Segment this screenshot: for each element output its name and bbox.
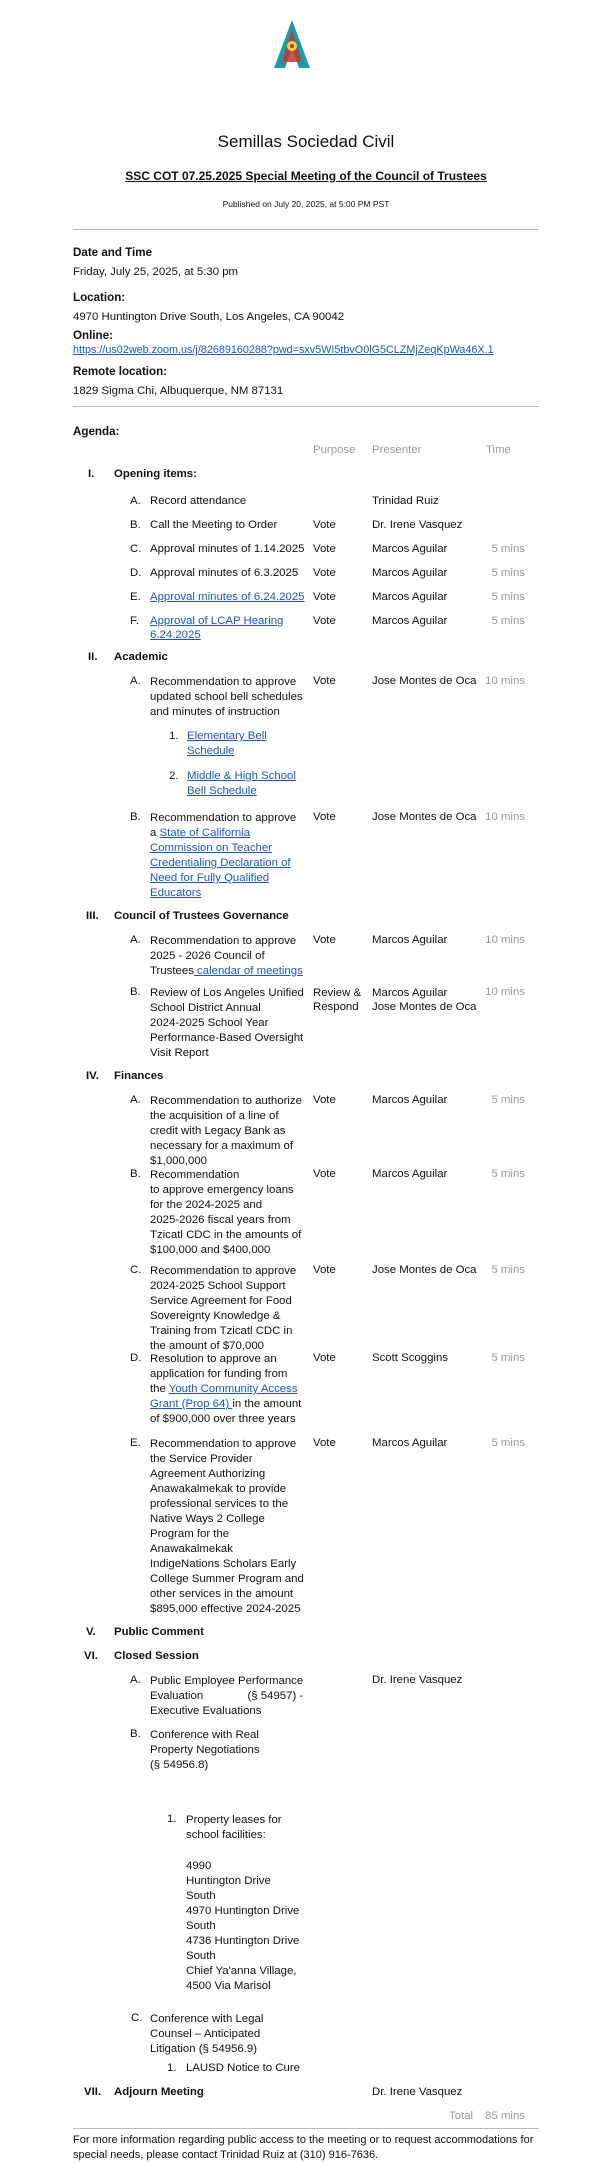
item-text: Recommendation to approve [150, 812, 297, 824]
item-text: LAUSD Notice to Cure [186, 2062, 300, 2074]
item-letter: A. [130, 675, 141, 687]
remote-value: 1829 Sigma Chi, Albuquerque, NM 87131 [73, 385, 284, 397]
property-address: Huntington Drive [186, 1875, 271, 1887]
divider [73, 229, 539, 230]
item-text: credit with Legacy Bank as [150, 1125, 286, 1137]
column-header-time: Time [486, 444, 511, 456]
item-time: 5 mins [491, 591, 525, 603]
item-presenter: Jose Montes de Oca [372, 1264, 477, 1276]
item-text: Anawakalmekak to provide [150, 1483, 287, 1495]
item-text: Recommendation to approve [150, 935, 297, 947]
sub-item-number: 1. [167, 1813, 177, 1825]
item-text [150, 1382, 298, 1397]
location-label: Location: [73, 291, 126, 304]
item-text [150, 1397, 301, 1412]
declaration-of-need-link[interactable]: Educators [150, 887, 202, 899]
item-text: Approval minutes of 1.14.2025 [150, 543, 305, 555]
item-text: other services in the amount [150, 1588, 294, 1600]
item-letter: F. [130, 615, 139, 627]
item-purpose: Respond [313, 1001, 359, 1013]
item-presenter: Scott Scoggins [372, 1352, 448, 1364]
item-time: 5 mins [491, 543, 525, 555]
section-number: III. [86, 910, 99, 922]
item-purpose: Vote [313, 543, 336, 555]
item-text: a [150, 827, 160, 839]
item-purpose: Vote [313, 811, 336, 823]
item-letter: A. [130, 495, 141, 507]
item-text: Anawakalmekak [150, 1543, 233, 1555]
item-text: Executive Evaluations [150, 1705, 262, 1717]
item-text [150, 826, 250, 841]
declaration-of-need-link[interactable]: State of California [159, 827, 251, 839]
item-text: Training from Tzicatl CDC in [150, 1325, 293, 1337]
section-title: Academic [114, 651, 168, 663]
item-text: Counsel – Anticipated [150, 2028, 261, 2040]
elementary-bell-schedule-link[interactable]: Schedule [187, 745, 235, 757]
item-text: the Service Provider [150, 1453, 253, 1465]
item-time: 5 mins [491, 615, 525, 627]
item-time: 10 mins [485, 986, 525, 998]
sub-item-number: 1. [169, 730, 179, 742]
item-purpose: Vote [313, 934, 336, 946]
item-text: in the amount [232, 1398, 302, 1410]
item-text: $100,000 and $400,000 [150, 1244, 271, 1256]
sub-item-number: 2. [169, 770, 179, 782]
minutes-link[interactable]: Approval minutes of 6.24.2025 [150, 591, 305, 603]
item-text: to approve emergency loans [150, 1184, 294, 1196]
item-text: Recommendation to approve [150, 1438, 297, 1450]
column-header-purpose: Purpose [313, 444, 356, 456]
item-purpose: Vote [313, 675, 336, 687]
item-presenter: Dr. Irene Vasquez [372, 519, 463, 531]
item-text: the amount of $70,000 [150, 1340, 264, 1352]
item-purpose: Review & [313, 987, 362, 999]
item-presenter: Marcos Aguilar [372, 987, 448, 999]
item-presenter: Marcos Aguilar [372, 1168, 448, 1180]
online-meeting-link[interactable]: https://us02web.zoom.us/j/82689160288?pwd=sxv5WI5tbvO0lG5CLZMjZeqKpWa46X.1 [73, 344, 494, 356]
item-text: professional services to the [150, 1498, 289, 1510]
item-purpose: Vote [313, 1168, 336, 1180]
item-presenter: Marcos Aguilar [372, 934, 448, 946]
item-text [150, 964, 303, 979]
item-presenter: Dr. Irene Vasquez [372, 1674, 463, 1686]
property-address: 4990 [186, 1860, 212, 1872]
date-value: Friday, July 25, 2025, at 5:30 pm [73, 266, 239, 278]
item-text: Record attendance [150, 495, 247, 507]
item-purpose: Vote [313, 1094, 336, 1106]
declaration-of-need-link[interactable]: Commission on Teacher [150, 842, 272, 854]
item-purpose: Vote [313, 519, 336, 531]
item-letter: D. [130, 567, 142, 579]
item-letter: B. [130, 519, 141, 531]
declaration-of-need-link[interactable]: Credentialing Declaration of [150, 857, 291, 869]
meeting-title: SSC COT 07.25.2025 Special Meeting of the Council of Trustees [125, 169, 487, 183]
item-text: Trustees [150, 965, 194, 977]
item-time: 10 mins [485, 934, 525, 946]
item-text: Tzicatl CDC in the amounts of [150, 1229, 302, 1241]
online-label: Online: [73, 329, 113, 342]
agenda-label: Agenda: [73, 425, 120, 438]
item-time: 10 mins [485, 811, 525, 823]
item-purpose: Vote [313, 615, 336, 627]
item-time: 5 mins [491, 1437, 525, 1449]
item-presenter: Marcos Aguilar [372, 1437, 448, 1449]
item-text: school facilities: [186, 1829, 266, 1841]
item-text: Conference with Legal [150, 2013, 264, 2025]
item-presenter: Marcos Aguilar [372, 543, 448, 555]
item-text: (§ 54956.8) [150, 1759, 209, 1771]
item-time: 10 mins [485, 675, 525, 687]
column-header-presenter: Presenter [372, 444, 422, 456]
property-address: South [186, 1950, 216, 1962]
item-text: Recommendation to approve [150, 676, 297, 688]
published-date: Published on July 20, 2025, at 5:00 PM PST [222, 199, 390, 209]
item-time: 5 mins [491, 1094, 525, 1106]
item-letter: B. [130, 811, 141, 823]
item-presenter: Trinidad Ruiz [372, 495, 439, 507]
item-time: 5 mins [491, 1264, 525, 1276]
item-text: Sovereignty Knowledge & [150, 1310, 281, 1322]
item-text: Property leases for [186, 1814, 282, 1826]
item-text: updated school bell schedules [150, 691, 303, 703]
item-text: School District Annual [150, 1002, 261, 1014]
section-title: Adjourn Meeting [114, 2086, 204, 2098]
item-text: Performance-Based Oversight [150, 1032, 304, 1044]
item-purpose: Vote [313, 591, 336, 603]
item-text: Visit Report [150, 1047, 209, 1059]
section-number: VII. [84, 2086, 102, 2098]
section-title: Finances [114, 1070, 164, 1082]
item-text: the acquisition of a line of [150, 1110, 279, 1122]
item-presenter: Jose Montes de Oca [372, 675, 477, 687]
item-presenter: Marcos Aguilar [372, 1094, 448, 1106]
item-time: 5 mins [491, 567, 525, 579]
section-number: I. [88, 468, 95, 480]
remote-label: Remote location: [73, 365, 168, 378]
item-letter: E. [130, 1437, 141, 1449]
item-text: for the 2024-2025 and [150, 1199, 263, 1211]
item-letter: B. [130, 986, 141, 998]
property-address: 4970 Huntington Drive [186, 1905, 300, 1917]
item-letter: D. [130, 1352, 142, 1364]
item-text: Recommendation [150, 1169, 240, 1181]
item-presenter: Marcos Aguilar [372, 591, 448, 603]
item-text: Program for the [150, 1528, 230, 1540]
item-purpose: Vote [313, 567, 336, 579]
item-text: 2024-2025 School Support [150, 1280, 286, 1292]
item-letter: A. [130, 1094, 141, 1106]
section-title: Council of Trustees Governance [114, 910, 289, 922]
item-presenter: Jose Montes de Oca [372, 1001, 477, 1013]
item-text: of $900,000 over three years [150, 1413, 296, 1425]
item-text: 2025 - 2026 Council of [150, 950, 265, 962]
item-text: IndigeNations Scholars Early [150, 1558, 297, 1570]
property-address: South [186, 1920, 216, 1932]
divider [73, 2128, 539, 2129]
item-text: application for funding from [150, 1368, 288, 1380]
item-purpose: Vote [313, 1264, 336, 1276]
section-number: V. [86, 1626, 96, 1638]
item-time: 5 mins [491, 1168, 525, 1180]
total-label: Total [449, 2110, 474, 2122]
section-number: IV. [86, 1070, 99, 1082]
section-number: VI. [84, 1650, 98, 1662]
item-text: Review of Los Angeles Unified [150, 987, 304, 999]
item-text: Agreement Authorizing [150, 1468, 266, 1480]
section-title: Closed Session [114, 1650, 199, 1662]
item-presenter: Jose Montes de Oca [372, 811, 477, 823]
item-text: Call the Meeting to Order [150, 519, 278, 531]
lcap-hearing-link[interactable]: 6.24.2025 [150, 629, 201, 641]
item-letter: A. [130, 934, 141, 946]
grant-link[interactable]: Grant (Prop 64) [150, 1398, 233, 1410]
item-text: $1,000,000 [150, 1155, 208, 1167]
date-label: Date and Time [73, 246, 153, 259]
item-text: Public Employee Performance [150, 1675, 304, 1687]
section-number: II. [88, 651, 98, 663]
item-presenter: Dr. Irene Vasquez [372, 2086, 463, 2098]
property-address: South [186, 1890, 216, 1902]
item-letter: C. [130, 543, 142, 555]
lcap-hearing-link[interactable]: Approval of LCAP Hearing [150, 615, 284, 627]
section-title: Opening items: [114, 468, 197, 480]
divider [73, 406, 539, 407]
item-letter: B. [130, 1168, 141, 1180]
item-text: Recommendation to authorize [150, 1095, 302, 1107]
item-text: College Summer Program and [150, 1573, 304, 1585]
item-purpose: Vote [313, 1352, 336, 1364]
item-time: 5 mins [491, 1352, 525, 1364]
item-letter: B. [130, 1728, 141, 1740]
item-letter: C. [130, 1264, 142, 1276]
declaration-of-need-link[interactable]: Need for Fully Qualified [150, 872, 270, 884]
item-text: Conference with Real [150, 1729, 259, 1741]
middle-high-bell-schedule-link[interactable]: Middle & High School [187, 770, 296, 782]
middle-high-bell-schedule-link[interactable]: Bell Schedule [187, 785, 257, 797]
item-presenter: Marcos Aguilar [372, 615, 448, 627]
org-name: Semillas Sociedad Civil [217, 132, 395, 151]
elementary-bell-schedule-link[interactable]: Elementary Bell [187, 730, 267, 742]
footer-text: special needs, please contact Trinidad Ruiz at (310) 916-7636. [73, 2149, 379, 2161]
item-letter: A. [130, 1674, 141, 1686]
section-title: Public Comment [114, 1626, 204, 1638]
property-address: 4500 Via Marisol [186, 1980, 271, 1992]
property-address: Chief Ya'anna Village, [186, 1965, 297, 1977]
total-time: 85 mins [485, 2110, 525, 2122]
item-purpose: Vote [313, 1437, 336, 1449]
item-text: the [150, 1383, 169, 1395]
sub-item-number: 1. [167, 2062, 177, 2074]
item-text: Resolution to approve an [150, 1353, 277, 1365]
item-text: Recommendation to approve [150, 1265, 297, 1277]
item-text: Native Ways 2 College [150, 1513, 265, 1525]
item-text: Service Agreement for Food [150, 1295, 292, 1307]
location-value: 4970 Huntington Drive South, Los Angeles, CA 90042 [73, 311, 345, 323]
item-text: Approval minutes of 6.3.2025 [150, 567, 299, 579]
item-letter: C. [131, 2012, 143, 2024]
item-text: $895,000 effective 2024-2025 [150, 1603, 301, 1615]
organization-logo [272, 18, 312, 70]
property-address: 4736 Huntington Drive [186, 1935, 300, 1947]
item-text: Property Negotiations [150, 1744, 260, 1756]
item-presenter: Marcos Aguilar [372, 567, 448, 579]
item-text: necessary for a maximum of [150, 1140, 294, 1152]
footer-text: For more information regarding public access to the meeting or to request accommodations for [73, 2134, 534, 2146]
calendar-of-meetings-link[interactable]: calendar of meetings [193, 965, 303, 977]
item-text: Evaluation (§ 54957) - [150, 1690, 304, 1702]
item-text: and minutes of instruction [150, 706, 280, 718]
item-letter: E. [130, 591, 141, 603]
item-text: 2025-2026 fiscal years from [150, 1214, 291, 1226]
item-text: 2024-2025 School Year [150, 1017, 269, 1029]
grant-link[interactable]: Youth Community Access [168, 1383, 298, 1395]
item-text: Litigation (§ 54956.9) [150, 2043, 258, 2055]
